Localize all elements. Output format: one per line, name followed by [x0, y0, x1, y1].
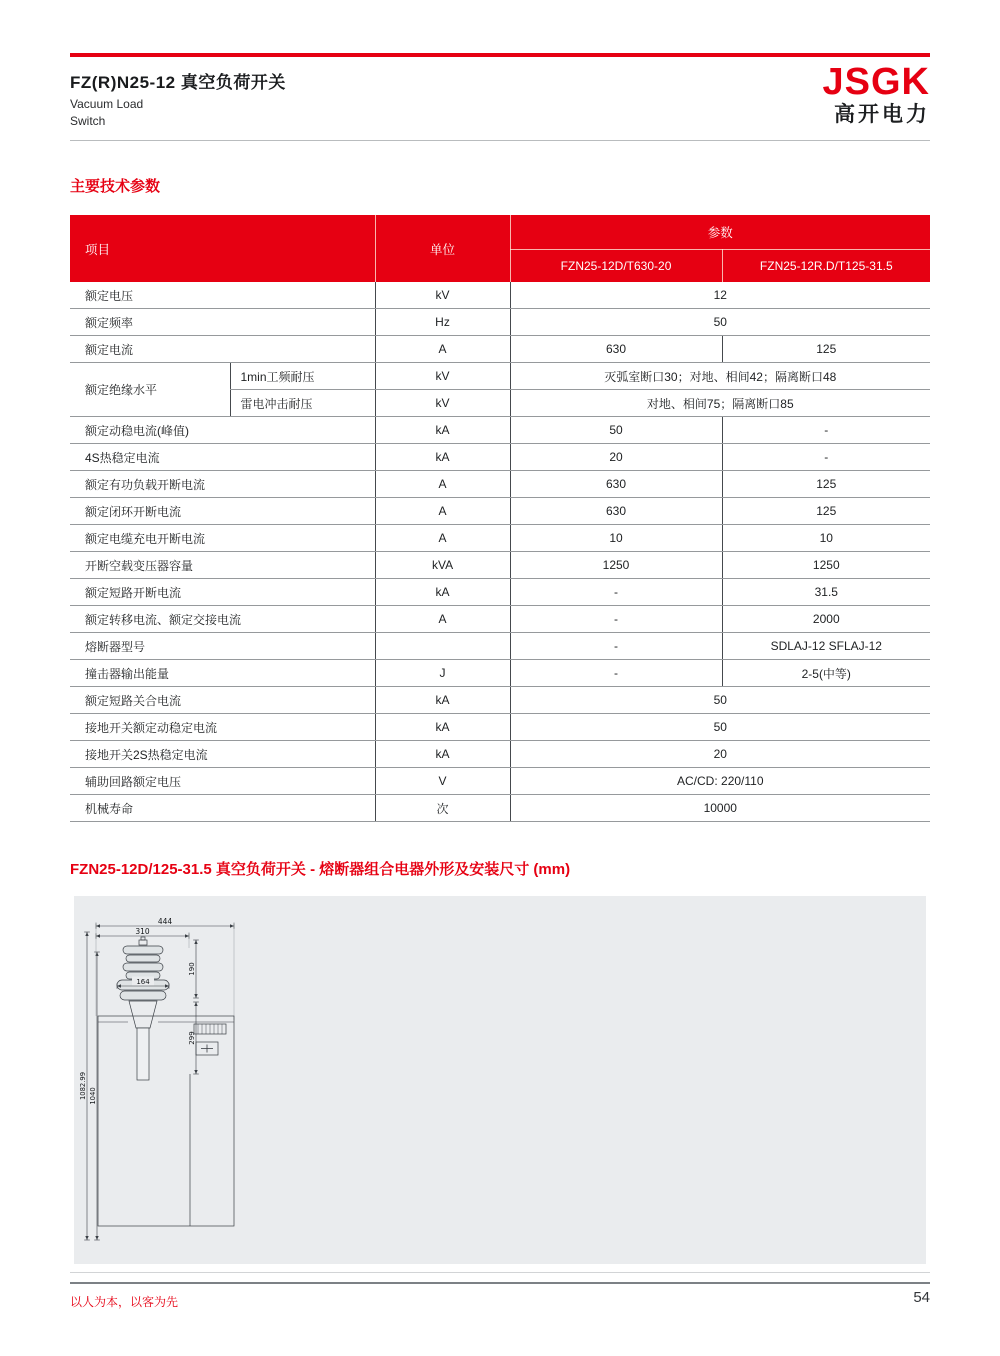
table-cell: kVA [375, 552, 510, 579]
table-cell: AC/CD: 220/110 [510, 768, 930, 795]
dimension-label: 164 [136, 978, 150, 986]
top-red-rule [70, 53, 930, 57]
table-cell: 630 [510, 498, 722, 525]
table-row [70, 579, 930, 606]
table-cell: 2000 [722, 606, 930, 633]
table-cell: 雷电冲击耐压 [230, 390, 375, 417]
col-header-item: 项目 [70, 215, 375, 282]
table-cell: 次 [375, 795, 510, 822]
table-row [70, 633, 930, 660]
drawing-shape [95, 1236, 98, 1240]
table-cell: 630 [510, 471, 722, 498]
table-cell: J [375, 660, 510, 687]
dimension-label: 1040 [89, 1087, 97, 1105]
table-row [70, 336, 930, 363]
table-cell: 12 [510, 282, 930, 309]
table-row [70, 498, 930, 525]
drawing-shape [194, 1002, 197, 1006]
table-cell: 额定电压 [70, 282, 375, 309]
table-row [70, 606, 930, 633]
drawing-shape [96, 934, 100, 937]
drawing-shape [185, 934, 189, 937]
table-cell: 辅助回路额定电压 [70, 768, 375, 795]
section-title-parameters: 主要技术参数 [70, 178, 161, 195]
brand-logo [823, 62, 930, 128]
footer-divider-thin [70, 1272, 930, 1273]
table-cell: 额定电流 [70, 336, 375, 363]
drawing-shape [194, 1070, 197, 1074]
page-number: 54 [913, 1289, 930, 1306]
table-row [70, 282, 930, 309]
table-cell: 2-5(中等) [722, 660, 930, 687]
table-cell: 1250 [510, 552, 722, 579]
drawing-shape [96, 924, 100, 927]
table-cell: 额定绝缘水平 [70, 363, 230, 417]
table-cell: 20 [510, 444, 722, 471]
page-subtitle-line1: Vacuum Load [70, 97, 144, 111]
table-cell: 接地开关额定动稳定电流 [70, 714, 375, 741]
table-cell: 31.5 [722, 579, 930, 606]
table-cell: 10000 [510, 795, 930, 822]
table-cell: - [510, 660, 722, 687]
brand-logo-text: JSGK [822, 61, 930, 103]
table-cell: 10 [510, 525, 722, 552]
table-cell: 额定动稳电流(峰值) [70, 417, 375, 444]
footer-divider-thick [70, 1282, 930, 1284]
drawing-shape [120, 991, 166, 1000]
drawing-shape [194, 940, 197, 944]
table-cell: A [375, 336, 510, 363]
table-cell: - [722, 444, 930, 471]
drawing-shape [126, 955, 160, 962]
table-row [70, 714, 930, 741]
brand-logo-subtext: 高开电力 [834, 103, 930, 126]
table-cell: 额定闭环开断电流 [70, 498, 375, 525]
table-cell: 50 [510, 417, 722, 444]
table-row [70, 309, 930, 336]
section-title-drawing: FZN25-12D/125-31.5 真空负荷开关 - 熔断器组合电器外形及安装尺寸 (mm) [70, 861, 571, 878]
page-subtitle-line2: Switch [70, 114, 106, 128]
dimension-label: 299 [188, 1031, 196, 1045]
table-cell: 4S热稳定电流 [70, 444, 375, 471]
table-cell: 额定短路开断电流 [70, 579, 375, 606]
table-row [70, 363, 930, 390]
table-cell: 开断空载变压器容量 [70, 552, 375, 579]
table-cell: - [510, 633, 722, 660]
table-cell: 机械寿命 [70, 795, 375, 822]
dimension-label: 1082.99 [79, 1071, 87, 1101]
table-cell: 接地开关2S热稳定电流 [70, 741, 375, 768]
table-row [70, 687, 930, 714]
spec-table-body [70, 282, 930, 822]
page-title: FZ(R)N25-12 真空负荷开关 [70, 73, 286, 92]
drawing-panel [74, 896, 926, 1264]
table-cell: 50 [510, 714, 930, 741]
table-cell: 撞击器输出能量 [70, 660, 375, 687]
table-cell: 额定转移电流、额定交接电流 [70, 606, 375, 633]
table-cell: kA [375, 741, 510, 768]
col-header-unit: 单位 [375, 215, 510, 282]
col-header-model2: FZN25-12R.D/T125-31.5 [722, 250, 930, 283]
dimension-label: 190 [188, 962, 196, 976]
table-row [70, 444, 930, 471]
table-row [70, 768, 930, 795]
table-row [70, 552, 930, 579]
table-cell: 对地、相间75；隔离断口85 [510, 390, 930, 417]
drawing-shape [98, 1016, 234, 1226]
table-row [70, 525, 930, 552]
table-cell: - [722, 417, 930, 444]
table-cell: 额定电缆充电开断电流 [70, 525, 375, 552]
table-cell: 630 [510, 336, 722, 363]
table-row [70, 471, 930, 498]
table-cell: kA [375, 417, 510, 444]
table-cell: A [375, 471, 510, 498]
table-cell: V [375, 768, 510, 795]
table-cell: 额定短路关合电流 [70, 687, 375, 714]
table-row [70, 660, 930, 687]
table-cell: 1min工频耐压 [230, 363, 375, 390]
table-cell: kV [375, 390, 510, 417]
drawing-shape [194, 994, 197, 998]
drawing-shape [139, 940, 147, 945]
drawing-shape [85, 932, 88, 936]
table-cell: kA [375, 714, 510, 741]
table-cell: 50 [510, 309, 930, 336]
table-cell: 额定有功负载开断电流 [70, 471, 375, 498]
table-row [70, 417, 930, 444]
dimension-label: 444 [157, 917, 173, 926]
drawing-shape [137, 1028, 149, 1080]
dimension-drawing [74, 896, 926, 1264]
table-cell: kV [375, 282, 510, 309]
table-cell: kA [375, 579, 510, 606]
table-row [70, 741, 930, 768]
table-cell: A [375, 606, 510, 633]
drawing-shape [123, 946, 163, 954]
header-divider [70, 140, 930, 141]
table-cell: 125 [722, 336, 930, 363]
col-header-params: 参数 [510, 215, 930, 250]
dimension-label: 310 [135, 927, 150, 936]
table-cell: A [375, 498, 510, 525]
table-cell: 125 [722, 471, 930, 498]
table-cell: 1250 [722, 552, 930, 579]
table-cell: 额定频率 [70, 309, 375, 336]
table-cell: - [510, 579, 722, 606]
table-cell: 50 [510, 687, 930, 714]
table-cell: A [375, 525, 510, 552]
drawing-shape [123, 963, 163, 971]
page-subtitle [70, 96, 143, 130]
spec-table [70, 215, 930, 822]
table-cell: 10 [722, 525, 930, 552]
drawing-shape [85, 1236, 88, 1240]
table-cell: kA [375, 687, 510, 714]
drawing-shape [230, 924, 234, 927]
table-cell: SDLAJ-12 SFLAJ-12 [722, 633, 930, 660]
table-cell: kA [375, 444, 510, 471]
table-cell: - [510, 606, 722, 633]
footer-slogan: 以人为本，以客为先 [70, 1295, 179, 1309]
col-header-model1: FZN25-12D/T630-20 [510, 250, 722, 283]
table-cell: 125 [722, 498, 930, 525]
drawing-shape [129, 1001, 157, 1028]
table-cell: kV [375, 363, 510, 390]
table-cell: 20 [510, 741, 930, 768]
table-cell: 熔断器型号 [70, 633, 375, 660]
table-cell [375, 633, 510, 660]
drawing-shape [95, 952, 98, 956]
table-row [70, 795, 930, 822]
table-cell: 灭弧室断口30；对地、相间42；隔离断口48 [510, 363, 930, 390]
spec-table-head [70, 215, 930, 282]
table-cell: Hz [375, 309, 510, 336]
drawing-shape [141, 937, 145, 940]
